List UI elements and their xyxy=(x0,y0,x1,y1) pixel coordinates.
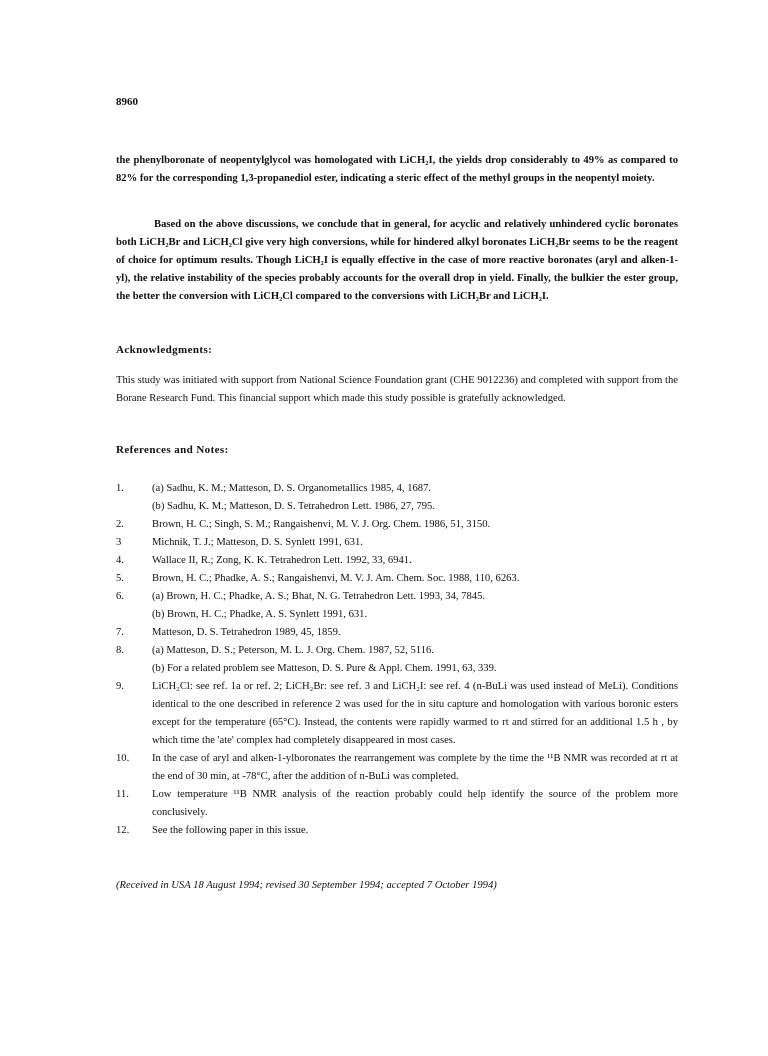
acknowledgments-text xyxy=(116,372,678,408)
reference-number: 2. xyxy=(116,519,124,530)
references-heading: References and Notes: xyxy=(116,444,229,456)
reference-body xyxy=(152,552,678,570)
reference-item xyxy=(116,516,678,534)
reference-number: 5. xyxy=(116,573,124,584)
reference-number: 9. xyxy=(116,681,124,692)
references-list xyxy=(116,480,678,840)
reference-line: LiCH₂Cl: see ref. 1a or ref. 2; LiCH₂Br: see ref. 3 and LiCH₂I: see ref. 4 (n-BuLi was used instead of MeLi). Conditions identical to the one described in reference 2 was used for the in situ capture and homologation with various boronic esters except for the temperature (65°C). Instead, the contents were rapidly warmed to rt and stirred for an additional 1.5 h , by which time the 'ate' complex had completely disappeared in most cases. xyxy=(152,681,678,746)
reference-number: 3 xyxy=(116,537,122,548)
reference-number: 7. xyxy=(116,627,124,638)
reference-body xyxy=(152,570,678,588)
reference-line: Wallace II, R.; Zong, K. K. Tetrahedron Lett. 1992, 33, 6941. xyxy=(152,555,412,566)
reference-line: Brown, H. C.; Phadke, A. S.; Rangaishenvi, M. V. J. Am. Chem. Soc. 1988, 110, 6263. xyxy=(152,573,520,584)
reference-number: 6. xyxy=(116,591,124,602)
paragraph-text: the phenylboronate of neopentylglycol was homologated with LiCH₂I, the yields drop considerably to 49% as compared to 82% for the corresponding 1,3-propanediol ester, indicating a steric effect of the methyl groups in the neopentyl moiety. xyxy=(116,155,678,184)
reference-item xyxy=(116,786,678,822)
reference-body xyxy=(152,624,678,642)
reference-line: (b) Sadhu, K. M.; Matteson, D. S. Tetrahedron Lett. 1986, 27, 795. xyxy=(152,501,435,512)
reference-item xyxy=(116,480,678,516)
reference-line: Low temperature ¹¹B NMR analysis of the reaction probably could help identify the source of the problem more conclusively. xyxy=(152,789,678,818)
received-dates-footer: (Received in USA 18 August 1994; revised 30 September 1994; accepted 7 October 1994) xyxy=(116,880,497,891)
reference-line: (a) Sadhu, K. M.; Matteson, D. S. Organometallics 1985, 4, 1687. xyxy=(152,483,432,494)
reference-line: See the following paper in this issue. xyxy=(152,825,309,836)
reference-item xyxy=(116,624,678,642)
reference-item xyxy=(116,822,678,840)
reference-number: 10. xyxy=(116,753,130,764)
reference-body xyxy=(152,750,678,786)
reference-body xyxy=(152,516,678,534)
reference-item xyxy=(116,588,678,624)
paragraph-text: Based on the above discussions, we conclude that in general, for acyclic and relatively unhindered cyclic boronates both LiCH₂Br and LiCH₂Cl give very high conversions, while for hindered alkyl boronates LiCH₂Br seems to be the reagent of choice for optimum results. Though LiCH₂I is equally effective in the case of more reactive boronates (aryl and alken-1-yl), the relative instability of the species probably accounts for the overall drop in yield. Finally, the bulkier the ester group, the better the conversion with LiCH₂Cl compared to the conversions with LiCH₂Br and LiCH₂I. xyxy=(116,219,678,302)
reference-line: (b) For a related problem see Matteson, D. S. Pure & Appl. Chem. 1991, 63, 339. xyxy=(152,663,497,674)
reference-body xyxy=(152,588,678,624)
paragraph-text: This study was initiated with support from National Science Foundation grant (CHE 9012236) and completed with support from the Borane Research Fund. This financial support which made this study possible is gratefully acknowledged. xyxy=(116,375,678,404)
reference-number: 1. xyxy=(116,483,124,494)
page-number: 8960 xyxy=(116,96,138,108)
reference-line: (a) Matteson, D. S.; Peterson, M. L. J. Org. Chem. 1987, 52, 5116. xyxy=(152,645,434,656)
reference-item xyxy=(116,642,678,678)
body-paragraph-1 xyxy=(116,152,678,188)
reference-body xyxy=(152,786,678,822)
body-paragraph-2 xyxy=(116,216,678,306)
reference-item xyxy=(116,750,678,786)
reference-number: 11. xyxy=(116,789,129,800)
reference-number: 12. xyxy=(116,825,130,836)
reference-line: (b) Brown, H. C.; Phadke, A. S. Synlett 1991, 631. xyxy=(152,609,368,620)
reference-body xyxy=(152,678,678,750)
reference-line: Matteson, D. S. Tetrahedron 1989, 45, 1859. xyxy=(152,627,341,638)
reference-body xyxy=(152,534,678,552)
reference-item xyxy=(116,552,678,570)
reference-body xyxy=(152,642,678,678)
reference-item xyxy=(116,570,678,588)
acknowledgments-heading: Acknowledgments: xyxy=(116,344,213,356)
reference-line: Michnik, T. J.; Matteson, D. S. Synlett 1991, 631. xyxy=(152,537,363,548)
reference-body xyxy=(152,822,678,840)
reference-line: In the case of aryl and alken-1-ylboronates the rearrangement was complete by the time the ¹¹B NMR was recorded at rt at the end of 30 min, at -78°C, after the addition of n-BuLi was completed. xyxy=(152,753,678,782)
reference-number: 8. xyxy=(116,645,124,656)
reference-line: (a) Brown, H. C.; Phadke, A. S.; Bhat, N. G. Tetrahedron Lett. 1993, 34, 7845. xyxy=(152,591,486,602)
reference-item xyxy=(116,678,678,750)
reference-body xyxy=(152,480,678,516)
reference-number: 4. xyxy=(116,555,124,566)
reference-item xyxy=(116,534,678,552)
reference-line: Brown, H. C.; Singh, S. M.; Rangaishenvi, M. V. J. Org. Chem. 1986, 51, 3150. xyxy=(152,519,491,530)
